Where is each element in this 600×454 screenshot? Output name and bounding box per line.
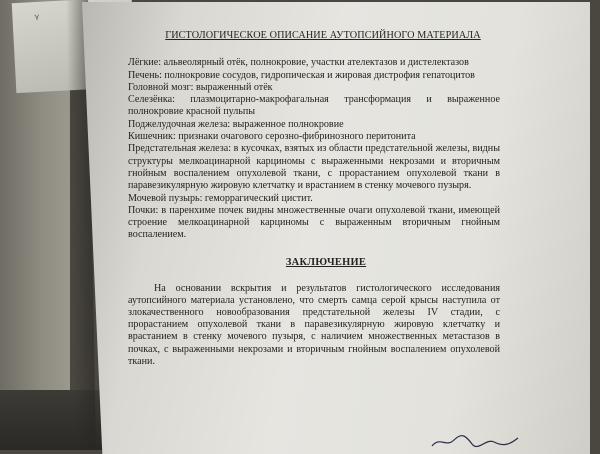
conclusion-heading: ЗАКЛЮЧЕНИЕ xyxy=(285,256,367,268)
signature-scribble xyxy=(430,432,520,450)
entry-prostate: Предстательная железа: в кусочках, взятых из области предстательной железы, видны структуры мелкоацинарной карциномы с выраженными некрозами и вторичным гнойным воспалением опухолевой ткани, с прорастанием опухолевой ткани в паравезикулярную жировую клетчатку и врастанием в стенку мочевого пузыря. xyxy=(128,143,500,192)
entry-lungs: Лёгкие: альвеолярный отёк, полнокровие, участки ателектазов и дистелектазов xyxy=(128,57,469,69)
entry-kidneys: Почки: в паренхиме почек видны множественные очаги опухолевой ткани, имеющей строение мелкоацинарной карциномы с выраженным вторичным гнойным воспалением. xyxy=(128,204,500,241)
entry-bladder: Мочевой пузырь: геморрагический цистит. xyxy=(128,192,313,204)
conclusion-paragraph xyxy=(128,283,500,368)
entry-spleen: Селезёнка: плазмоцитарно-макрофагальная трансформация и выраженное полнокровие красной пульпы xyxy=(128,94,500,118)
conclusion-text: На основании вскрытия и результатов гистологического исследования аутопсийного материала установлено, что смерть самца серой крысы наступила от злокачественного новообразования предстательной железы IV стадии, с прорастанием опухолевой ткани в паравезикулярную жировую клетчатку и врастанием в стенку мочевого пузыря, с наличием множественных метастазов в почках, с выраженными некрозами и вторичным гнойным воспалением опухолевой ткани. xyxy=(128,283,500,367)
entry-intestine: Кишечник: признаки очагового серозно-фибринозного перитонита xyxy=(128,131,416,143)
pencil-mark-icon: ᵞ xyxy=(34,11,40,28)
document-content xyxy=(128,30,500,368)
entry-brain: Головной мозг: выраженный отёк xyxy=(128,81,273,93)
document-title: ГИСТОЛОГИЧЕСКОЕ ОПИСАНИЕ АУТОПСИЙНОГО МАТЕРИАЛА xyxy=(165,30,481,41)
entry-pancreas: Поджелудочная железа: выраженное полнокровие xyxy=(128,118,344,130)
entry-liver: Печень: полнокровие сосудов, гидропическая и жировая дистрофия гепатоцитов xyxy=(128,69,475,81)
